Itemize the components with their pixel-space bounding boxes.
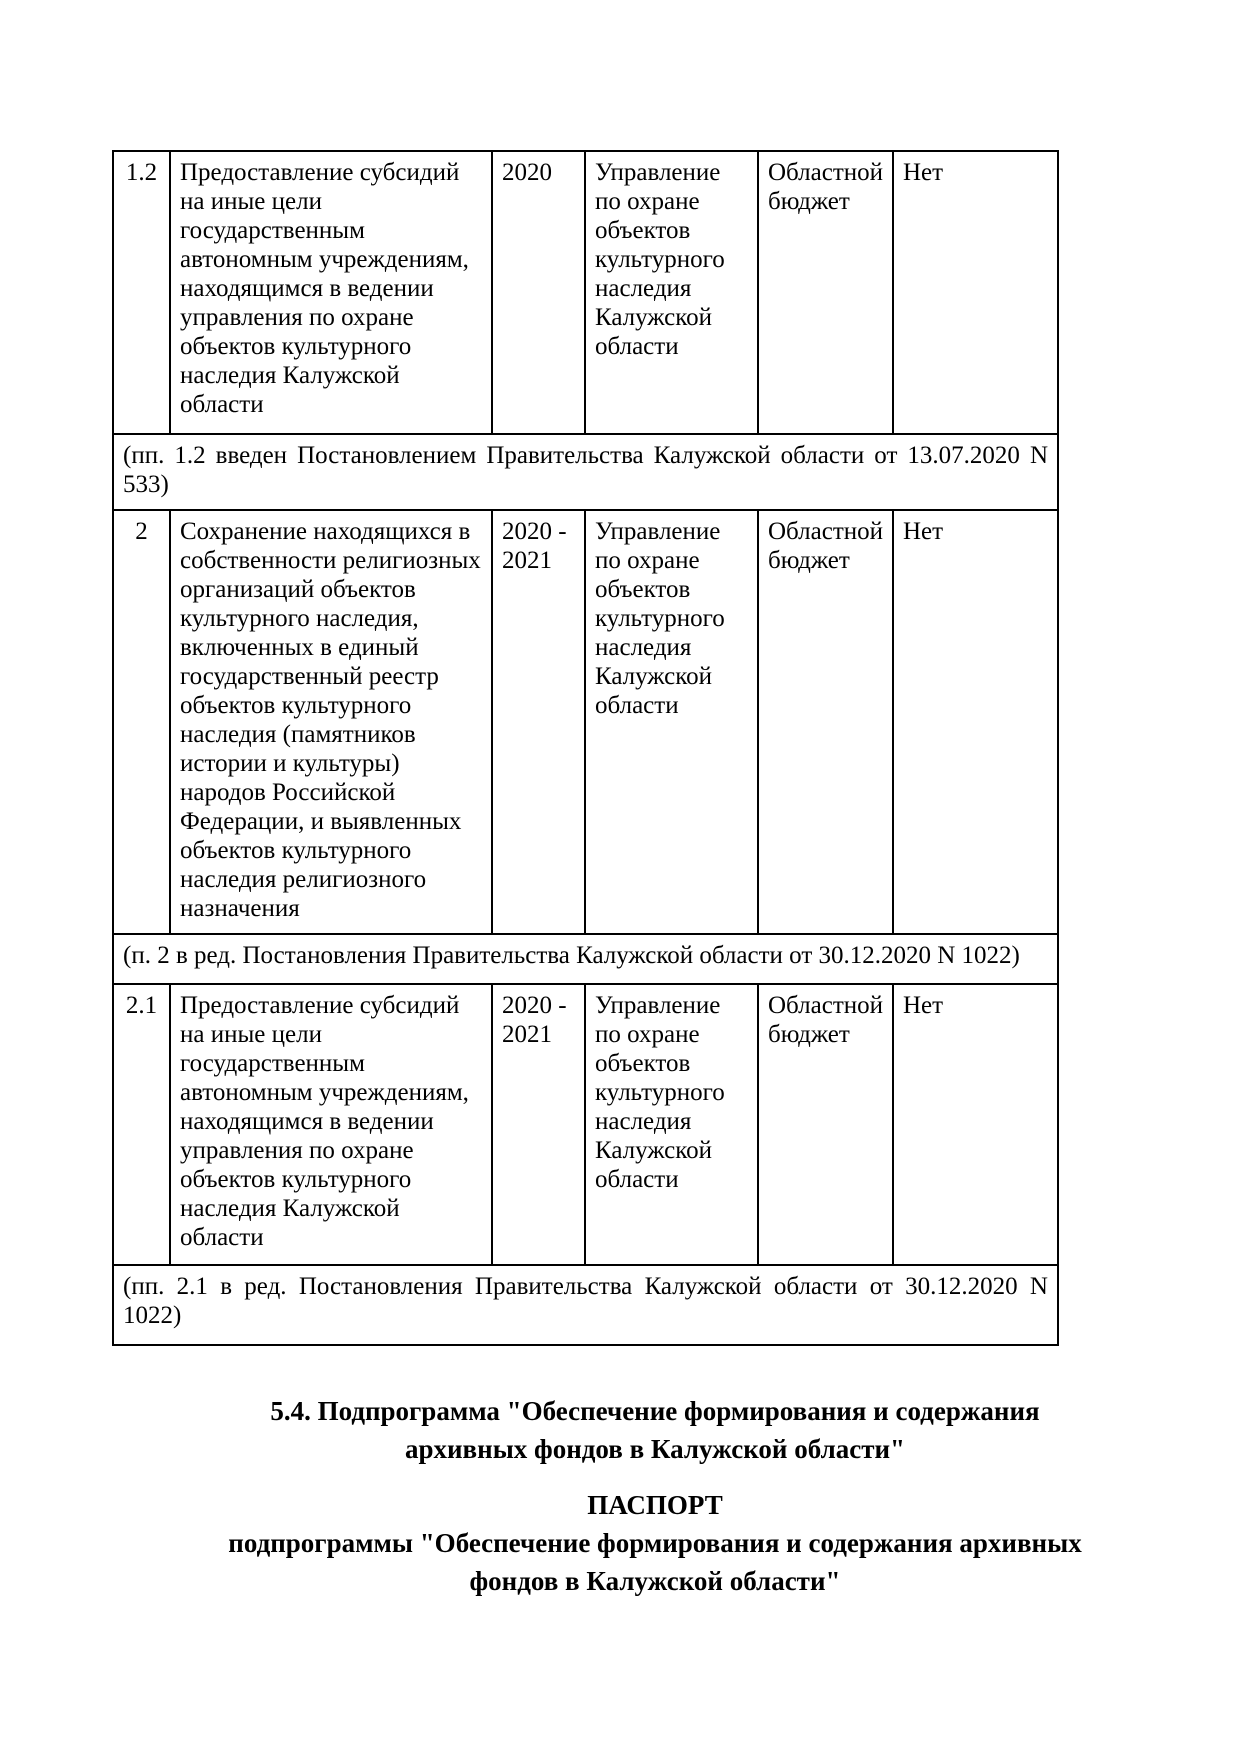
table-row [113,984,1058,1265]
note-line: 533) [123,471,169,498]
note-cell [113,934,1058,984]
cell-number: 1.2 [113,151,170,434]
note-line: 1022) [123,1302,182,1329]
cell-extra: Нет [893,984,1058,1265]
cell-number: 2 [113,510,170,934]
cell-event-name: Предоставление субсидий на иные цели государственным автономным учреждениям, находящимся в ведении управления по охране объектов культурного наследия Калужской области [170,984,492,1265]
cell-event-name: Сохранение находящихся в собственности религиозных организаций объектов культурного наследия, включенных в единый государственный реестр объектов культурного наследия (памятников истории и культуры) народов Российской Федерации, и выявленных объектов культурного наследия религиозного назначения [170,510,492,934]
passport-heading-line: ПАСПОРТ [587,1490,723,1520]
section-heading-line: 5.4. Подпрограмма "Обеспечение формирования и содержания [270,1396,1040,1426]
table-note-row [113,1265,1058,1345]
note-line: (пп. 2.1 в ред. Постановления Правительства Калужской области от 30.12.2020 N [123,1273,1048,1300]
cell-funding-source: Областной бюджет [758,510,893,934]
passport-heading-line: подпрограммы "Обеспечение формирования и содержания архивных [228,1528,1082,1558]
note-cell [113,434,1058,510]
table-row [113,151,1058,434]
program-events-table [112,150,1059,1346]
passport-heading-line: фондов в Калужской области" [469,1566,841,1596]
cell-executor: Управление по охране объектов культурного наследия Калужской области [585,151,758,434]
cell-period: 2020 - 2021 [492,984,585,1265]
cell-period: 2020 [492,151,585,434]
cell-event-name: Предоставление субсидий на иные цели государственным автономным учреждениям, находящимся в ведении управления по охране объектов культурного наследия Калужской области [170,151,492,434]
note-line: (п. 2 в ред. Постановления Правительства Калужской области от 30.12.2020 N 1022) [123,942,1020,969]
cell-funding-source: Областной бюджет [758,151,893,434]
note-line: (пп. 1.2 введен Постановлением Правительства Калужской области от 13.07.2020 N [123,442,1048,469]
table-row [113,510,1058,934]
table-note-row [113,934,1058,984]
note-cell [113,1265,1058,1345]
cell-executor: Управление по охране объектов культурного наследия Калужской области [585,510,758,934]
cell-funding-source: Областной бюджет [758,984,893,1265]
cell-number: 2.1 [113,984,170,1265]
passport-heading [112,1486,1198,1600]
cell-period: 2020 - 2021 [492,510,585,934]
table-note-row [113,434,1058,510]
section-heading [112,1392,1198,1468]
cell-extra: Нет [893,151,1058,434]
cell-extra: Нет [893,510,1058,934]
cell-executor: Управление по охране объектов культурного наследия Калужской области [585,984,758,1265]
section-heading-line: архивных фондов в Калужской области" [404,1434,906,1464]
